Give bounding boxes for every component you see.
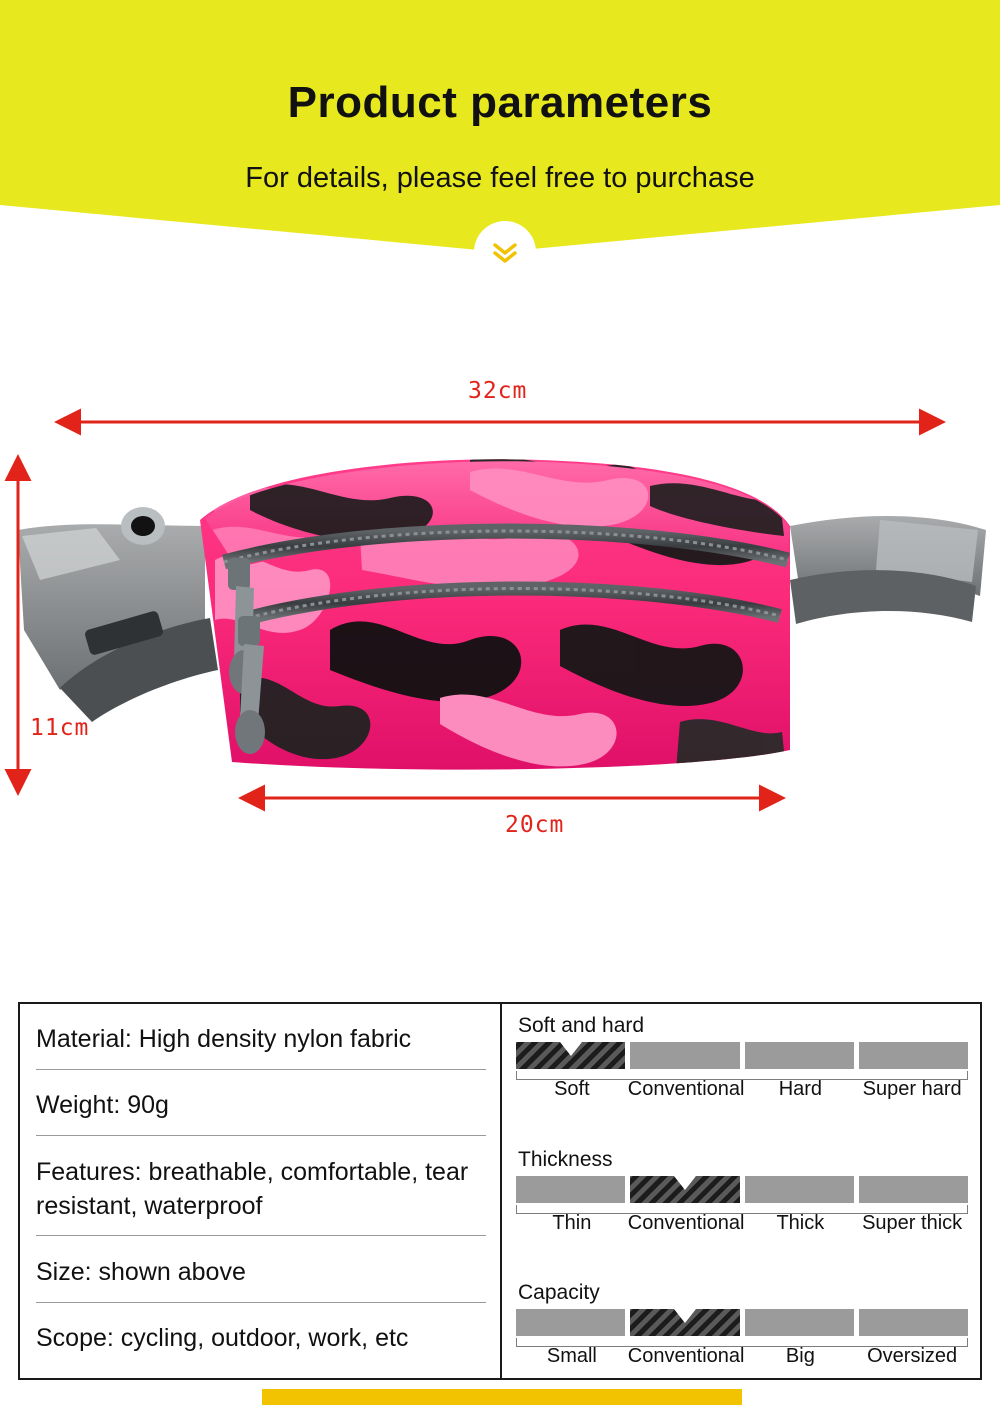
specification-list	[20, 1004, 502, 1378]
dimension-arrows	[0, 330, 1000, 930]
meter-tick-label: Super thick	[862, 1211, 963, 1234]
meter-segment-active	[630, 1309, 739, 1336]
product-image-area	[0, 330, 1000, 930]
meter-tick-label: Super hard	[862, 1078, 962, 1100]
bottom-strip	[0, 1383, 1000, 1405]
page-subtitle: For details, please feel free to purchase	[245, 162, 755, 194]
meter-marker-icon	[674, 1176, 696, 1190]
meter-capacity	[516, 1281, 968, 1370]
meter-tick-row	[516, 1071, 968, 1103]
spec-material: Material: High density nylon fabric	[36, 1014, 486, 1070]
meter-title: Soft and hard	[518, 1014, 645, 1037]
meter-title: Thickness	[518, 1147, 613, 1171]
meter-tick-label: Thick	[776, 1211, 825, 1234]
spec-weight: Weight: 90g	[36, 1080, 486, 1136]
specification-table	[18, 1002, 982, 1380]
dimension-front-width-label: 20cm	[505, 812, 565, 838]
meter-segment	[516, 1309, 625, 1336]
meter-thickness	[516, 1148, 968, 1237]
meter-tick-label: Small	[546, 1345, 597, 1367]
meter-segment	[745, 1309, 854, 1336]
meter-tick-row	[516, 1205, 968, 1237]
meter-bar-track	[516, 1176, 968, 1203]
meter-tick-label: Conventional	[627, 1211, 745, 1234]
meter-segment	[745, 1042, 854, 1069]
bottom-accent-bar	[262, 1389, 742, 1405]
meter-title: Capacity	[518, 1281, 600, 1304]
meter-tick-label: Big	[785, 1345, 815, 1367]
meter-bar-track	[516, 1042, 968, 1069]
meter-tick-label: Thin	[552, 1211, 592, 1234]
header-banner	[0, 0, 1000, 252]
scroll-down-button[interactable]	[474, 221, 536, 283]
page-title: Product parameters	[287, 78, 713, 127]
meter-segment	[859, 1309, 968, 1336]
double-chevron-down-icon	[490, 239, 520, 265]
meter-marker-icon	[674, 1309, 696, 1323]
meter-segment-active	[630, 1176, 739, 1203]
meter-segment	[745, 1176, 854, 1203]
meter-tick-label: Hard	[778, 1078, 823, 1100]
dimension-height-label: 11cm	[30, 715, 90, 741]
meter-marker-icon	[560, 1042, 582, 1056]
meter-tick-label: Conventional	[627, 1078, 745, 1100]
meter-segment	[516, 1176, 625, 1203]
rating-meters	[502, 1004, 980, 1378]
meter-tick-label: Conventional	[627, 1345, 745, 1367]
meter-tick-row	[516, 1338, 968, 1370]
meter-segment	[630, 1042, 739, 1069]
spec-scope: Scope: cycling, outdoor, work, etc	[36, 1324, 409, 1353]
meter-segment	[859, 1176, 968, 1203]
meter-soft-and-hard	[516, 1014, 968, 1103]
meter-segment	[859, 1042, 968, 1069]
spec-features: Features: breathable, comfortable, tear resistant, waterproof	[36, 1147, 486, 1237]
meter-bar-track	[516, 1309, 968, 1336]
meter-tick-label: Soft	[554, 1078, 590, 1100]
meter-tick-label: Oversized	[867, 1345, 958, 1367]
spec-size: Size: shown above	[36, 1247, 486, 1303]
meter-segment-active	[516, 1042, 625, 1069]
dimension-width-label: 32cm	[468, 378, 528, 404]
